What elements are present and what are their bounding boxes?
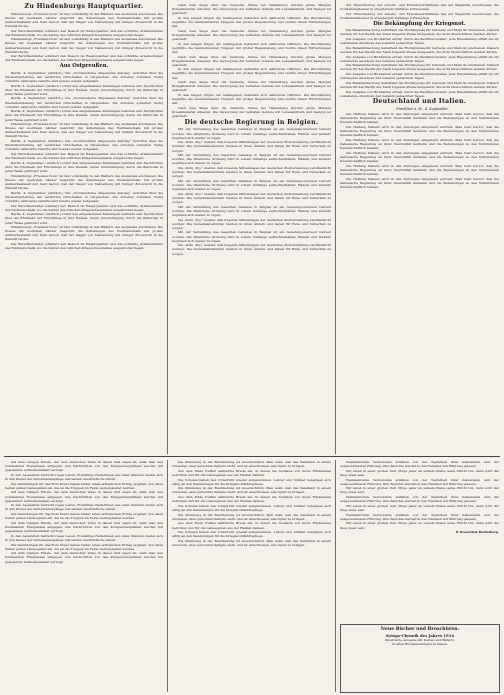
ad-line: Kriegs-Chronik des Jahres 1914 [386, 633, 454, 638]
paragraph: Die Haltung Italiens wird in den Zeitungen eingehend erörtert. Man hebt hervor, daß die italienische Regierung an ihrer Neutralität festhalte und die Beziehungen zu den Verbündeten freundschaftlich bleiben. [340, 176, 499, 189]
paragraph: Die „Köln. Ztg.“ meldet, daß folgende Mitteilungen der deutschen Zivilverwaltung veröffentlicht wurden: Die Gemeindebehörden bleiben in ihren Ämtern und haben für Ruhe und Sicherheit zu sorgen. [172, 166, 331, 179]
paragraph: Zur Erleichterung der Arbeits- und Erwerbsverhältnisse hat der Magistrat beschlossen, die Notstandsarbeiten in erweitertem Umfange fortzusetzen. [340, 3, 499, 12]
paragraph: Wir leben in einer großen Zeit. Möge jeder an seinem Platze seine Pflicht tun, dann wird der Sieg unser sein. [340, 521, 499, 530]
author-signature: P. Rosenthal-Heidelberg. [455, 530, 499, 535]
paragraph: In den langen Zügen der Gefangenen befanden sich zahlreiche Offiziere. Die Bevölkerung begrüßte die heimkehrenden Truppen mit großer Begeisterung und reichte ihnen Erfrischungen dar. [172, 15, 331, 29]
paragraph: Berlin, 4. September. (Amtlich.) Die „Norddeutsche Allgemeine Zeitung“ berichtet über die Wiederherstellung der zerstörten Ortschaften in Ostpreußen. Die Arbeiten schreiten rüstig vorwärts; zahlreiche Gehöfte sind bereits wieder aufgebaut. [5, 96, 163, 109]
bottom-column-2 [172, 460, 331, 692]
headline: Die deutsche Regierung in Belgien. [184, 118, 319, 126]
paragraph: Die Stimmung in der Bevölkerung ist zuversichtlich. Man weiß, daß das Vaterland in einem schweren, aber gerechten Kampfe steht, und ist entschlossen, alle Opfer zu bringen. [172, 486, 331, 495]
paragraph: Nach dem Siege über die russische Armee bei Tannenberg wurden große Mengen Kriegsmaterial erbeutet. Die Versorgung der befreiten Gebiete mit Lebensmitteln und Saatgut ist gesichert. [172, 106, 331, 119]
paragraph: In den Lazaretten herrscht reges Leben. Freiwillige Helferinnen aus allen Ständen stellen sich in den Dienst der Verwundetenpflege und leisten unermüdliche Arbeit. [5, 533, 163, 542]
paragraph: Aus dem Felde treffen zahlreiche Briefe ein, in denen die Soldaten von ihren Erlebnissen berichten und für die Liebesgaben aus der Heimat danken. [172, 468, 331, 477]
paragraph: Die Haltung Italiens wird in den Zeitungen eingehend erörtert. Man hebt hervor, daß die italienische Regierung an ihrer Neutralität festhalte und die Beziehungen zu den Verbündeten freundschaftlich bleiben. [340, 125, 499, 138]
paragraph: Die „Köln. Ztg.“ meldet, daß folgende Mitteilungen der deutschen Zivilverwaltung veröffentlicht wurden: Die Gemeindebehörden bleiben in ihren Ämtern und haben für Ruhe und Sicherheit zu sorgen. [172, 140, 331, 153]
paragraph: Die „Köln. Ztg.“ meldet, daß folgende Mitteilungen der deutschen Zivilverwaltung veröffentlicht wurden: Die Gemeindebehörden bleiben in ihren Ämtern und haben für Ruhe und Sicherheit zu sorgen. [172, 243, 331, 256]
paragraph: Die „Köln. Ztg.“ meldet, daß folgende Mitteilungen der deutschen Zivilverwaltung veröffentlicht wurden: Die Gemeindebehörden bleiben in ihren Ämtern und haben für Ruhe und Sicherheit zu sorgen. [172, 191, 331, 205]
paragraph: Die Schulen haben den Unterricht wieder aufgenommen. Lehrer und Schüler beteiligen sich eifrig an den Sammlungen für die Kriegswohlfahrtspflege. [172, 530, 331, 539]
paragraph: In den langen Zügen der Gefangenen befanden sich zahlreiche Offiziere. Die Bevölkerung begrüßte die heimkehrenden Truppen mit großer Begeisterung und reichte ihnen Erfrischungen dar. [172, 93, 331, 106]
paragraph: Die Stimmung in der Bevölkerung ist zuversichtlich. Man weiß, daß das Vaterland in einem schweren, aber gerechten Kampfe steht, und ist entschlossen, alle Opfer zu bringen. [172, 539, 331, 548]
paragraph: Zur Erleichterung der Arbeits- und Erwerbsverhältnisse hat der Magistrat beschlossen, die Notstandsarbeiten in erweitertem Umfange fortzusetzen. [340, 11, 499, 20]
paragraph: Nach dem Siege über die russische Armee bei Tannenberg wurden große Mengen Kriegsmaterial erbeutet. Die Versorgung der befreiten Gebiete mit Lebensmitteln und Saatgut ist gesichert. [172, 80, 331, 93]
top-column-2 [172, 3, 331, 453]
paragraph: mit dem ruhigen Ernste, der dem deutschen Volke in dieser Zeit eigen ist, sieht man den kommenden Ereignissen entgegen. Die Nachrichten von den Kriegsschauplätzen werden mit gespannter Aufmerksamkeit verfolgt. [5, 551, 163, 564]
paragraph: Heimkehrende Verwundete erzählen von der Tapferkeit ihrer Kameraden und der ausgezeichneten Führung. Ihre Berichte werden in den Familien mit Rührung gelesen. [340, 512, 499, 521]
paragraph: In den Lazaretten herrscht reges Leben. Freiwillige Helferinnen aus allen Ständen stellen sich in den Dienst der Verwundetenpflege und leisten unermüdliche Arbeit. [5, 503, 163, 512]
paragraph: Die Stimmung in der Bevölkerung ist zuversichtlich. Man weiß, daß das Vaterland in einem schweren, aber gerechten Kampfe steht, und ist entschlossen, alle Opfer zu bringen. [172, 460, 331, 469]
paragraph: Mit der Verwaltung des besetzten Gebietes in Belgien ist ein Generalgouverneur betraut worden. Die öffentliche Ordnung wird in vollem Umfange aufrechterhalten; Handel und Verkehr beginnen sich wieder zu regen. [172, 204, 331, 217]
headline: Aus Ostpreußen. [59, 63, 109, 70]
paragraph: Die Sammlungen für das Rote Kreuz haben bisher einen erfreulichen Ertrag ergeben. Von allen Seiten gehen Liebesgaben ein, die an die Truppen im Felde weitergeleitet werden. [5, 512, 163, 521]
paragraph: Der Berichterstatter schildert den Besuch im Hauptquartier und das schlichte Arbeitszimmer des Feldmarschalls, wo die Karten des östlichen Kriegsschauplatzes ausgebreitet liegen. [5, 28, 163, 37]
paragraph: Die „Köln. Ztg.“ meldet, daß folgende Mitteilungen der deutschen Zivilverwaltung veröffentlicht wurden: Die Gemeindebehörden bleiben in ihren Ämtern und haben für Ruhe und Sicherheit zu sorgen. [172, 217, 331, 230]
paragraph: Berlin, 4. September. (Amtlich.) Unter den eingelaufenen Meldungen befinden sich Nachrichten über die Rückkehr der Flüchtlinge in ihre Heimat, deren Unterbringung durch die Behörden in jeder Weise gefördert wird. [5, 212, 163, 225]
paragraph: Die Bekanntmachung betreffend die Höchstpreise für Getreide und Mehl ist erschienen. Danach werden für den Bezirk der Stadt folgende Preise festgesetzt, die nicht überschritten werden dürfen. [340, 45, 499, 54]
paragraph: Mit der Verwaltung des besetzten Gebietes in Belgien ist ein Generalgouverneur betraut worden. Die öffentliche Ordnung wird in vollem Umfange aufrechterhalten; Handel und Verkehr beginnen sich wieder zu regen. [172, 127, 331, 140]
paragraph: Mit der Verwaltung des besetzten Gebietes in Belgien ist ein Generalgouverneur betraut worden. Die öffentliche Ordnung wird in vollem Umfange aufrechterhalten; Handel und Verkehr beginnen sich wieder zu regen. [172, 153, 331, 166]
ad-title: Neue Bücher und Broschüren. [380, 627, 460, 632]
paragraph: mit dem ruhigen Ernste, der dem deutschen Volke in dieser Zeit eigen ist, sieht man den kommenden Ereignissen entgegen. Die Nachrichten von den Kriegsschauplätzen werden mit gespannter Aufmerksamkeit verfolgt. [5, 520, 163, 534]
top-column-3 [340, 3, 499, 453]
paragraph: In den Lazaretten herrscht reges Leben. Freiwillige Helferinnen aus allen Ständen stellen sich in den Dienst der Verwundetenpflege und leisten unermüdliche Arbeit. [5, 472, 163, 481]
paragraph: Die Ausgabe von Brotkarten erfolgt durch die Bezirksvorsteher. Jede Haushaltung erhält die ihr zustehende Anzahl an den bekannt gemachten Tagen. [340, 89, 499, 98]
paragraph: Die Bekanntmachung betreffend die Höchstpreise für Getreide und Mehl ist erschienen. Danach werden für den Bezirk der Stadt folgende Preise festgesetzt, die nicht überschritten werden dürfen. [340, 28, 499, 37]
ad-line: Illustrierte Ausgabe mit Karten und Bildern. [385, 638, 455, 642]
paragraph: Nach dem Siege über die russische Armee bei Tannenberg wurden große Mengen Kriegsmaterial erbeutet. Die Versorgung der befreiten Gebiete mit Lebensmitteln und Saatgut ist gesichert. [172, 3, 331, 16]
column-rule [167, 0, 168, 454]
paragraph: Die Stimmung in der Bevölkerung ist zuversichtlich. Man weiß, daß das Vaterland in einem schweren, aber gerechten Kampfe steht, und ist entschlossen, alle Opfer zu bringen. [172, 512, 331, 521]
paragraph: Hindenburgs „Friedens-Note“ ist fast vollständig in den Blättern des Auslandes erschienen. Die Presse der neutralen Länder bespricht die Äußerungen des Feldmarschalls mit großer Aufmerksamkeit und hebt hervor, daß der Sieger von Tannenberg mit ruhiger Zuversicht in die Zukunft blicke. [5, 37, 163, 54]
paragraph: Mit der Verwaltung des besetzten Gebietes in Belgien ist ein Generalgouverneur betraut worden. Die öffentliche Ordnung wird in vollem Umfange aufrechterhalten; Handel und Verkehr beginnen sich wieder zu regen. [172, 178, 331, 192]
paragraph: In den langen Zügen der Gefangenen befanden sich zahlreiche Offiziere. Die Bevölkerung begrüßte die heimkehrenden Truppen mit großer Begeisterung und reichte ihnen Erfrischungen dar. [172, 67, 331, 80]
paragraph: Berlin, 4. September. (Amtlich.) Unter den eingelaufenen Meldungen befinden sich Nachrichten über die Rückkehr der Flüchtlinge in ihre Heimat, deren Unterbringung durch die Behörden in jeder Weise gefördert wird. [5, 83, 163, 96]
paragraph: Der Berichterstatter schildert den Besuch im Hauptquartier und das schlichte Arbeitszimmer des Feldmarschalls, wo die Karten des östlichen Kriegsschauplatzes ausgebreitet liegen. [5, 242, 163, 251]
paragraph: Hindenburgs „Friedens-Note“ ist fast vollständig in den Blättern des Auslandes erschienen. Die Presse der neutralen Länder bespricht die Äußerungen des Feldmarschalls mit großer Aufmerksamkeit und hebt hervor, daß der Sieger von Tannenberg mit ruhiger Zuversicht in die Zukunft blicke. [5, 122, 163, 139]
paragraph: Heimkehrende Verwundete erzählen von der Tapferkeit ihrer Kameraden und der ausgezeichneten Führung. Ihre Berichte werden in den Familien mit Rührung gelesen. [340, 460, 499, 469]
bottom-column-3 [340, 460, 499, 620]
paragraph: Berlin, 4. September. (Amtlich.) Die „Norddeutsche Allgemeine Zeitung“ berichtet über die Wiederherstellung der zerstörten Ortschaften in Ostpreußen. Die Arbeiten schreiten rüstig vorwärts; zahlreiche Gehöfte sind bereits wieder aufgebaut. [5, 139, 163, 152]
paragraph: Die Bekanntmachung betreffend die Höchstpreise für Getreide und Mehl ist erschienen. Danach werden für den Bezirk der Stadt folgende Preise festgesetzt, die nicht überschritten werden dürfen. [340, 63, 499, 72]
dateline: Frankfurt a. M., 4. September. [396, 107, 449, 111]
paragraph: Die Haltung Italiens wird in den Zeitungen eingehend erörtert. Man hebt hervor, daß die italienische Regierung an ihrer Neutralität festhalte und die Beziehungen zu den Verbündeten freundschaftlich bleiben. [340, 163, 499, 176]
paragraph: Der Berichterstatter schildert den Besuch im Hauptquartier und das schlichte Arbeitszimmer des Feldmarschalls, wo die Karten des östlichen Kriegsschauplatzes ausgebreitet liegen. [5, 54, 163, 63]
column-rule [335, 460, 336, 692]
bottom-column-1 [5, 460, 163, 692]
paragraph: Die Sammlungen für das Rote Kreuz haben bisher einen erfreulichen Ertrag ergeben. Von allen Seiten gehen Liebesgaben ein, die an die Truppen im Felde weitergeleitet werden. [5, 542, 163, 551]
paragraph: Hindenburgs „Friedens-Note“ ist fast vollständig in den Blättern des Auslandes erschienen. Die Presse der neutralen Länder bespricht die Äußerungen des Feldmarschalls mit großer Aufmerksamkeit und hebt hervor, daß der Sieger von Tannenberg mit ruhiger Zuversicht in die Zukunft blicke. [5, 225, 163, 242]
paragraph: Berlin, 4. September. (Amtlich.) Die „Norddeutsche Allgemeine Zeitung“ berichtet über die Wiederherstellung der zerstörten Ortschaften in Ostpreußen. Die Arbeiten schreiten rüstig vorwärts; zahlreiche Gehöfte sind bereits wieder aufgebaut. [5, 190, 163, 203]
paragraph: mit dem ruhigen Ernste, der dem deutschen Volke in dieser Zeit eigen ist, sieht man den kommenden Ereignissen entgegen. Die Nachrichten von den Kriegsschauplätzen werden mit gespannter Aufmerksamkeit verfolgt. [5, 490, 163, 503]
paragraph: Wir leben in einer großen Zeit. Möge jeder an seinem Platze seine Pflicht tun, dann wird der Sieg unser sein. [340, 486, 499, 495]
paragraph: Die Ausgabe von Brotkarten erfolgt durch die Bezirksvorsteher. Jede Haushaltung erhält die ihr zustehende Anzahl an den bekannt gemachten Tagen. [340, 72, 499, 81]
paragraph: Wir leben in einer großen Zeit. Möge jeder an seinem Platze seine Pflicht tun, dann wird der Sieg unser sein. [340, 503, 499, 512]
paragraph: mit dem ruhigen Ernste, der dem deutschen Volke in dieser Zeit eigen ist, sieht man den kommenden Ereignissen entgegen. Die Nachrichten von den Kriegsschauplätzen werden mit gespannter Aufmerksamkeit verfolgt. [5, 460, 163, 473]
paragraph: Berlin, 4. September. (Amtlich.) Unter den eingelaufenen Meldungen befinden sich Nachrichten über die Rückkehr der Flüchtlinge in ihre Heimat, deren Unterbringung durch die Behörden in jeder Weise gefördert wird. [5, 109, 163, 122]
paragraph: Wir leben in einer großen Zeit. Möge jeder an seinem Platze seine Pflicht tun, dann wird der Sieg unser sein. [340, 468, 499, 477]
paragraph: Die Ausgabe von Brotkarten erfolgt durch die Bezirksvorsteher. Jede Haushaltung erhält die ihr zustehende Anzahl an den bekannt gemachten Tagen. [340, 36, 499, 46]
column-rule [167, 460, 168, 692]
headline: Die Bekämpfung der Kriegsnot. [373, 20, 466, 27]
paragraph: Nach dem Siege über die russische Armee bei Tannenberg wurden große Mengen Kriegsmaterial erbeutet. Die Versorgung der befreiten Gebiete mit Lebensmitteln und Saatgut ist gesichert. [172, 28, 331, 41]
paragraph: Die Sammlungen für das Rote Kreuz haben bisher einen erfreulichen Ertrag ergeben. Von allen Seiten gehen Liebesgaben ein, die an die Truppen im Felde weitergeleitet werden. [5, 481, 163, 490]
paragraph: Berlin, 4. September. (Amtlich.) Unter den eingelaufenen Meldungen befinden sich Nachrichten über die Rückkehr der Flüchtlinge in ihre Heimat, deren Unterbringung durch die Behörden in jeder Weise gefördert wird. [5, 160, 163, 173]
ad-line: In allen Buchhandlungen zu haben. [392, 642, 448, 647]
paragraph: Hindenburgs „Friedens-Note“ ist fast vollständig in den Blättern des Auslandes erschienen. Die Presse der neutralen Länder bespricht die Äußerungen des Feldmarschalls mit großer Aufmerksamkeit und hebt hervor, daß der Sieger von Tannenberg mit ruhiger Zuversicht in die Zukunft blicke. [5, 11, 163, 28]
paragraph: Die Haltung Italiens wird in den Zeitungen eingehend erörtert. Man hebt hervor, daß die italienische Regierung an ihrer Neutralität festhalte und die Beziehungen zu den Verbündeten freundschaftlich bleiben. [340, 112, 499, 125]
paragraph: Die Haltung Italiens wird in den Zeitungen eingehend erörtert. Man hebt hervor, daß die italienische Regierung an ihrer Neutralität festhalte und die Beziehungen zu den Verbündeten freundschaftlich bleiben. [340, 137, 499, 151]
paragraph: Die Schulen haben den Unterricht wieder aufgenommen. Lehrer und Schüler beteiligen sich eifrig an den Sammlungen für die Kriegswohlfahrtspflege. [172, 477, 331, 486]
paragraph: In den langen Zügen der Gefangenen befanden sich zahlreiche Offiziere. Die Bevölkerung begrüßte die heimkehrenden Truppen mit großer Begeisterung und reichte ihnen Erfrischungen dar. [172, 41, 331, 54]
paragraph: Die Schulen haben den Unterricht wieder aufgenommen. Lehrer und Schüler beteiligen sich eifrig an den Sammlungen für die Kriegswohlfahrtspflege. [172, 503, 331, 512]
paragraph: Mit der Verwaltung des besetzten Gebietes in Belgien ist ein Generalgouverneur betraut worden. Die öffentliche Ordnung wird in vollem Umfange aufrechterhalten; Handel und Verkehr beginnen sich wieder zu regen. [172, 230, 331, 243]
paragraph: Aus dem Felde treffen zahlreiche Briefe ein, in denen die Soldaten von ihren Erlebnissen berichten und für die Liebesgaben aus der Heimat danken. [172, 495, 331, 504]
paragraph: Der Berichterstatter schildert den Besuch im Hauptquartier und das schlichte Arbeitszimmer des Feldmarschalls, wo die Karten des östlichen Kriegsschauplatzes ausgebreitet liegen. [5, 203, 163, 212]
column-rule [335, 0, 336, 454]
paragraph: Die Ausgabe von Brotkarten erfolgt durch die Bezirksvorsteher. Jede Haushaltung erhält die ihr zustehende Anzahl an den bekannt gemachten Tagen. [340, 54, 499, 63]
paragraph: Die Haltung Italiens wird in den Zeitungen eingehend erörtert. Man hebt hervor, daß die italienische Regierung an ihrer Neutralität festhalte und die Beziehungen zu den Verbündeten freundschaftlich bleiben. [340, 150, 499, 163]
paragraph: Berlin, 4. September. (Amtlich.) Die „Norddeutsche Allgemeine Zeitung“ berichtet über die Wiederherstellung der zerstörten Ortschaften in Ostpreußen. Die Arbeiten schreiten rüstig vorwärts; zahlreiche Gehöfte sind bereits wieder aufgebaut. [5, 70, 163, 83]
paragraph: Nach dem Siege über die russische Armee bei Tannenberg wurden große Mengen Kriegsmaterial erbeutet. Die Versorgung der befreiten Gebiete mit Lebensmitteln und Saatgut ist gesichert. [172, 54, 331, 67]
paragraph: Heimkehrende Verwundete erzählen von der Tapferkeit ihrer Kameraden und der ausgezeichneten Führung. Ihre Berichte werden in den Familien mit Rührung gelesen. [340, 477, 499, 486]
paragraph: Hindenburgs „Friedens-Note“ ist fast vollständig in den Blättern des Auslandes erschienen. Die Presse der neutralen Länder bespricht die Äußerungen des Feldmarschalls mit großer Aufmerksamkeit und hebt hervor, daß der Sieger von Tannenberg mit ruhiger Zuversicht in die Zukunft blicke. [5, 173, 163, 190]
section-divider [4, 456, 500, 457]
paragraph: Heimkehrende Verwundete erzählen von der Tapferkeit ihrer Kameraden und der ausgezeichneten Führung. Ihre Berichte werden in den Familien mit Rührung gelesen. [340, 495, 499, 504]
paragraph: Aus dem Felde treffen zahlreiche Briefe ein, in denen die Soldaten von ihren Erlebnissen berichten und für die Liebesgaben aus der Heimat danken. [172, 521, 331, 530]
top-column-1 [5, 3, 163, 453]
paragraph: Der Berichterstatter schildert den Besuch im Hauptquartier und das schlichte Arbeitszimmer des Feldmarschalls, wo die Karten des östlichen Kriegsschauplatzes ausgebreitet liegen. [5, 152, 163, 161]
headline: Deutschland und Italien. [372, 98, 467, 106]
paragraph: Die Bekanntmachung betreffend die Höchstpreise für Getreide und Mehl ist erschienen. Danach werden für den Bezirk der Stadt folgende Preise festgesetzt, die nicht überschritten werden dürfen. [340, 80, 499, 89]
headline: Zu Hindenburgs Hauptquartier. [24, 3, 144, 10]
advertisement-box [340, 624, 500, 693]
